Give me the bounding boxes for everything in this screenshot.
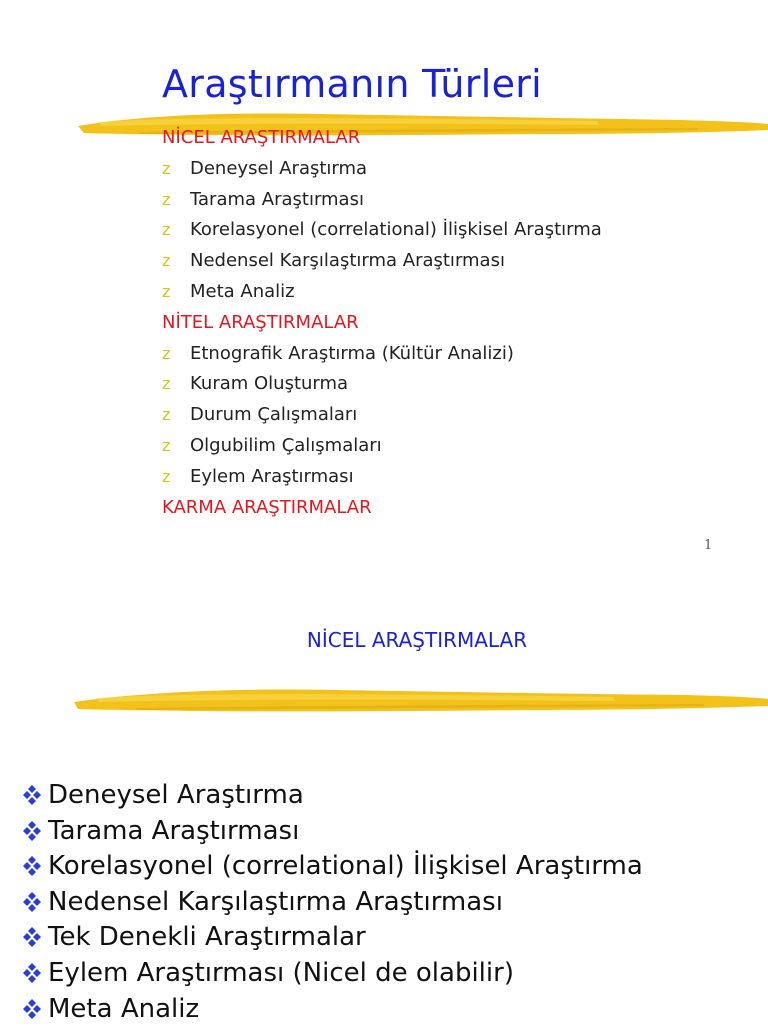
- list-item-label: Kuram Oluşturma: [190, 373, 349, 395]
- research-types-list: [162, 123, 602, 523]
- bullet-icon: z: [162, 251, 171, 271]
- bullet-icon: z: [162, 405, 171, 425]
- list-item-label: Tarama Araştırması: [190, 188, 364, 210]
- bullet-icon: z: [162, 281, 171, 301]
- bullet-icon: z: [162, 374, 171, 394]
- diamond-bullet-icon: [18, 891, 46, 913]
- list-item: [162, 154, 602, 185]
- bullet-icon: z: [162, 220, 171, 240]
- section-heading: KARMA ARAŞTIRMALAR: [162, 496, 372, 518]
- diamond-bullet-icon: [18, 962, 46, 984]
- list-item: [18, 956, 643, 992]
- list-item-label: Eylem Araştırması: [190, 465, 354, 487]
- bullet-icon: z: [162, 435, 171, 455]
- list-item-label: Meta Analiz: [190, 280, 295, 302]
- list-item-label: Meta Analiz: [48, 993, 200, 1024]
- list-item-label: Nedensel Karşılaştırma Araştırması: [190, 250, 505, 272]
- brush-stroke-underline: [74, 678, 768, 720]
- diamond-bullet-icon: [18, 820, 46, 842]
- list-item-label: Nedensel Karşılaştırma Araştırması: [48, 886, 503, 917]
- slide-title: Araştırmanın Türleri: [162, 62, 543, 106]
- list-item-label: Deneysel Araştırma: [48, 780, 304, 810]
- list-item: [18, 778, 643, 814]
- list-item-label: Eylem Araştırması (Nicel de olabilir): [48, 957, 514, 988]
- list-item: [162, 185, 602, 216]
- list-item: [162, 462, 602, 493]
- list-item-label: Durum Çalışmaları: [190, 404, 358, 426]
- list-item: [162, 400, 602, 431]
- quantitative-research-list: [18, 778, 643, 1027]
- slide-title: NİCEL ARAŞTIRMALAR: [306, 628, 528, 652]
- diamond-bullet-icon: [18, 784, 46, 806]
- list-item: [18, 992, 643, 1027]
- list-item: [162, 431, 602, 462]
- diamond-bullet-icon: [18, 998, 46, 1020]
- diamond-bullet-icon: [18, 926, 46, 948]
- list-item-label: Deneysel Araştırma: [190, 157, 368, 179]
- list-item: [162, 277, 602, 308]
- list-item: [162, 339, 602, 370]
- list-item-label: Etnografik Araştırma (Kültür Analizi): [190, 342, 514, 364]
- bullet-icon: z: [162, 343, 171, 363]
- bullet-icon: z: [162, 158, 171, 178]
- list-item: [162, 215, 602, 246]
- list-item-label: Tek Denekli Araştırmalar: [48, 922, 366, 953]
- bullet-icon: z: [162, 466, 171, 486]
- list-item: [18, 814, 643, 850]
- list-item: [162, 246, 602, 277]
- list-item-label: Tarama Araştırması: [48, 815, 300, 846]
- section-heading: NİTEL ARAŞTIRMALAR: [162, 311, 359, 333]
- page-number: 1: [704, 538, 713, 553]
- list-item: [18, 920, 643, 956]
- list-item-label: Korelasyonel (correlational) İlişkisel Araştırma: [48, 851, 643, 882]
- list-item: [18, 849, 643, 885]
- bullet-icon: z: [162, 189, 171, 209]
- list-item: [18, 885, 643, 921]
- list-item-label: Korelasyonel (correlational) İlişkisel Araştırma: [190, 219, 602, 241]
- list-item: [162, 369, 602, 400]
- section-heading: NİCEL ARAŞTIRMALAR: [162, 127, 361, 148]
- slide-2: [0, 570, 768, 1024]
- diamond-bullet-icon: [18, 855, 46, 877]
- list-item-label: Olgubilim Çalışmaları: [190, 434, 382, 456]
